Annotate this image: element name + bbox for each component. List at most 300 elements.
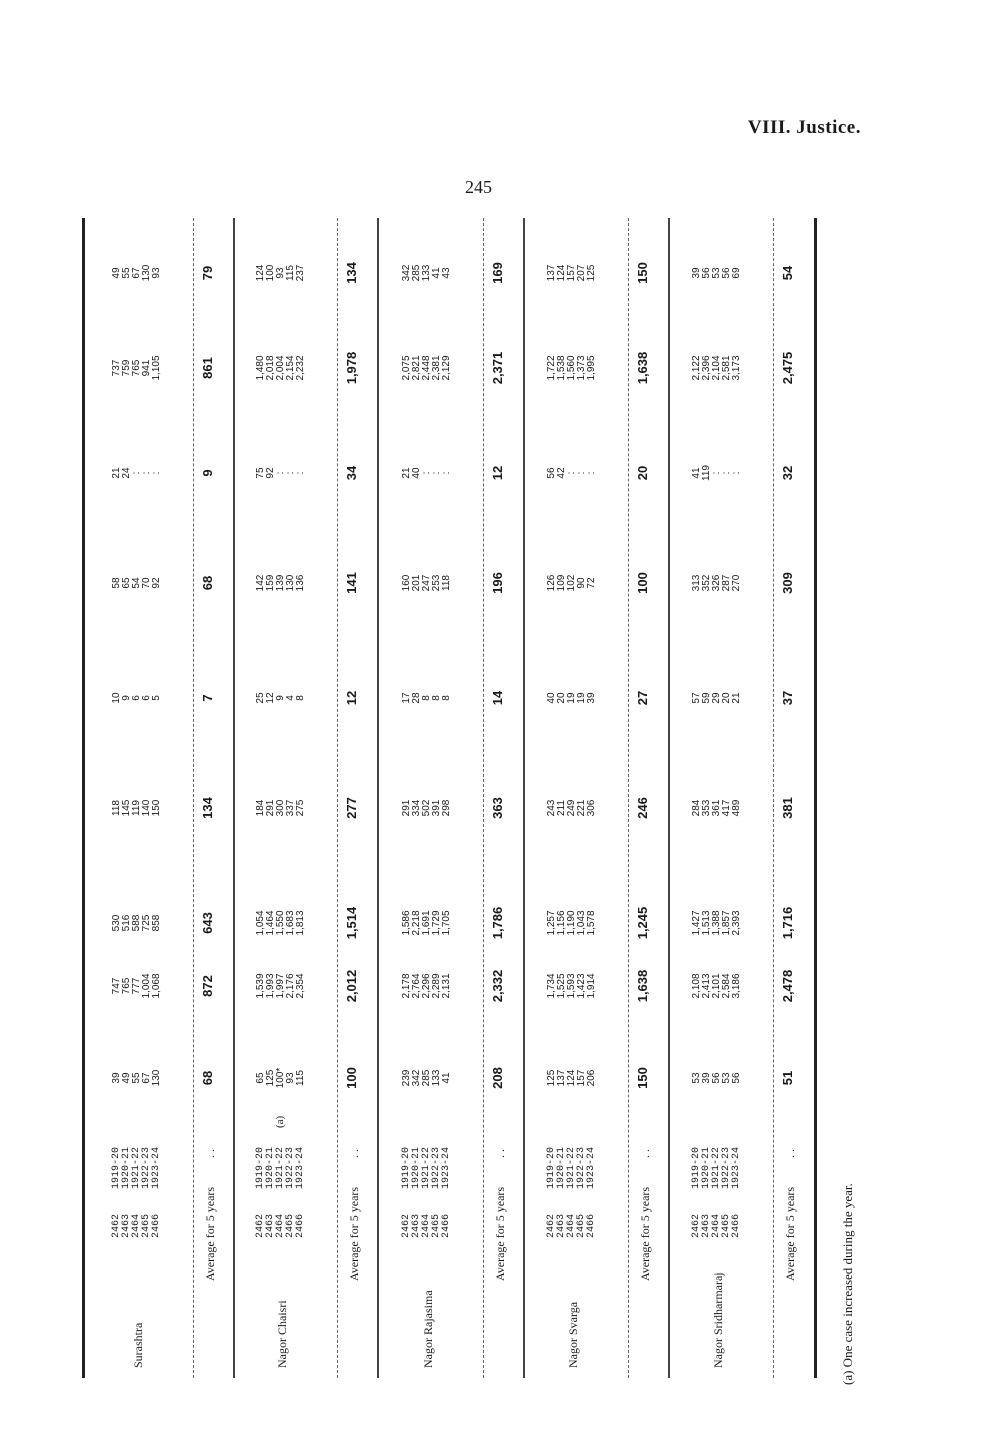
table-cell: 291: [265, 799, 276, 817]
average-label: Average for 5 years: [493, 1186, 507, 1281]
table-cell: 40: [411, 467, 422, 479]
table-cell: 1,914: [586, 973, 597, 999]
data-column: [692, 243, 742, 303]
table-cell: 19: [576, 692, 587, 704]
table-cell: 24: [121, 467, 132, 479]
data-column: [547, 668, 597, 728]
table-cell: :: [586, 471, 597, 475]
table-cell: 56: [731, 1072, 742, 1084]
table-cell: 2463: [701, 1214, 712, 1239]
table-cell: 2,154: [285, 355, 296, 381]
table-cell: 361: [711, 799, 722, 817]
table-cell: 221: [576, 799, 587, 817]
footnote: (a) One case increased during the year.: [840, 1183, 855, 1385]
table-cell: 53: [691, 1072, 702, 1084]
data-column: [692, 553, 742, 613]
table-cell: 54: [131, 577, 142, 589]
table-cell: 130: [285, 574, 296, 592]
table-cell: 1,004: [141, 973, 152, 999]
table-cell: 49: [121, 1072, 132, 1084]
year-column: [692, 1136, 742, 1200]
table-cell: 1920-21: [701, 1147, 712, 1190]
year-column: [402, 1136, 452, 1200]
row-separator: [337, 218, 338, 1378]
table-cell: 20: [556, 692, 567, 704]
data-column: [402, 956, 452, 1016]
table-cell: 125: [546, 1069, 557, 1087]
average-value: 27: [635, 690, 650, 706]
table-cell: 291: [401, 799, 412, 817]
table-cell: 2463: [121, 1214, 132, 1239]
table-cell: 8: [441, 695, 452, 701]
average-value: 12: [344, 690, 359, 706]
average-value: 54: [780, 265, 795, 281]
average-label: Average for 5 years: [203, 1186, 217, 1281]
table-cell: 300: [275, 799, 286, 817]
data-column: [547, 553, 597, 613]
table-cell: 157: [576, 1069, 587, 1087]
table-cell: 20: [721, 692, 732, 704]
table-cell: 2464: [131, 1214, 142, 1239]
table-cell: 1,705: [441, 910, 452, 936]
table-cell: 2,004: [275, 355, 286, 381]
table-cell: :: [711, 471, 722, 475]
table-cell: 1,683: [285, 910, 296, 936]
table-cell: 1920-21: [265, 1147, 276, 1190]
average-value: 196: [490, 572, 505, 594]
table-cell: 1,997: [275, 973, 286, 999]
table-cell: 1920-21: [411, 1147, 422, 1190]
table-cell: :: [295, 471, 306, 475]
table-cell: 2465: [141, 1214, 152, 1239]
table-cell: 92: [265, 467, 276, 479]
table-cell: 2464: [566, 1214, 577, 1239]
table-cell: 56: [711, 1072, 722, 1084]
table-cell: 92: [151, 577, 162, 589]
table-cell: 40: [546, 692, 557, 704]
data-column: [692, 338, 742, 398]
table-cell: 334: [411, 799, 422, 817]
table-cell: 8: [431, 695, 442, 701]
average-value: 2,478: [780, 969, 795, 1003]
table-cell: 588: [131, 914, 142, 932]
table-cell: 72: [586, 577, 597, 589]
table-cell: 2463: [556, 1214, 567, 1239]
data-column: [112, 668, 162, 728]
table-cell: 9: [275, 695, 286, 701]
table-cell: 1,190: [566, 910, 577, 936]
table-cell: 115: [295, 1070, 306, 1086]
average-value: 68: [200, 575, 215, 591]
table-cell: 1,539: [255, 973, 266, 999]
table-cell: 1,054: [255, 910, 266, 936]
average-label: Average for 5 years: [638, 1186, 652, 1281]
table-cell: 1,993: [265, 973, 276, 999]
table-cell: 2,232: [295, 355, 306, 381]
table-cell: 56: [701, 267, 712, 279]
table-cell: :: [441, 471, 452, 475]
table-cell: 1920-21: [556, 1147, 567, 1190]
table-cell: 56: [546, 467, 557, 479]
table-cell: 1922-23: [721, 1147, 732, 1190]
average-value: 134: [200, 797, 215, 819]
table-cell: 1923-24: [151, 1147, 162, 1190]
average-value: 169: [490, 262, 505, 284]
table-cell: 2,381: [431, 355, 442, 381]
table-cell: :: [275, 471, 286, 475]
average-value: 141: [344, 572, 359, 594]
data-column: [112, 778, 162, 838]
table-cell: 157: [566, 264, 577, 282]
data-column: [256, 778, 306, 838]
table-cell: 306: [586, 799, 597, 817]
table-cell: 41: [691, 467, 702, 479]
table-cell: 19: [566, 692, 577, 704]
table-cell: 326: [711, 574, 722, 592]
table-cell: 1920-21: [121, 1147, 132, 1190]
table-cell: 1922-23: [431, 1147, 442, 1190]
table-cell: :: [151, 471, 162, 475]
table-cell: 184: [255, 799, 266, 817]
justice-table: [82, 218, 817, 1378]
average-value: 134: [344, 262, 359, 284]
average-value: 643: [200, 912, 215, 934]
average-value: 861: [200, 357, 215, 379]
table-cell: 6: [141, 695, 152, 701]
table-cell: 142: [255, 574, 266, 592]
table-cell: 8: [421, 695, 432, 701]
table-cell: 1,734: [546, 973, 557, 999]
table-cell: 211: [556, 800, 567, 816]
table-cell: 1,105: [151, 355, 162, 381]
year-column: [547, 1136, 597, 1200]
table-cell: 247: [421, 574, 432, 592]
table-cell: 1,388: [711, 910, 722, 936]
table-cell: 1,538: [556, 355, 567, 381]
table-cell: 1,857: [721, 910, 732, 936]
table-cell: 1921-22: [131, 1147, 142, 1190]
table-cell: 145: [121, 799, 132, 817]
table-cell: 1923-24: [731, 1147, 742, 1190]
table-cell: 125: [586, 264, 597, 282]
table-cell: 2,122: [691, 355, 702, 381]
data-column: [256, 668, 306, 728]
average-value: 150: [635, 1067, 650, 1089]
average-value: 100: [635, 572, 650, 594]
data-column: [402, 778, 452, 838]
data-column: [112, 243, 162, 303]
table-cell: 1,068: [151, 973, 162, 999]
table-cell: 253: [431, 574, 442, 592]
table-cell: 57: [691, 692, 702, 704]
table-cell: 2,176: [285, 973, 296, 999]
table-cell: 1919-20: [401, 1147, 412, 1190]
table-cell: 118: [441, 575, 452, 591]
table-cell: 53: [711, 267, 722, 279]
id-column: [112, 1196, 162, 1256]
data-column: [112, 553, 162, 613]
table-cell: 41: [431, 267, 442, 279]
data-column: [547, 443, 597, 503]
table-cell: 21: [111, 467, 122, 479]
table-cell: 2465: [285, 1214, 296, 1239]
data-column: [112, 1048, 162, 1108]
table-cell: 2,289: [431, 973, 442, 999]
table-cell: 58: [111, 577, 122, 589]
table-cell: 2465: [576, 1214, 587, 1239]
data-column: [402, 668, 452, 728]
table-cell: 75: [255, 467, 266, 479]
table-cell: 125: [265, 1069, 276, 1087]
table-cell: 29: [711, 692, 722, 704]
table-cell: 59: [701, 692, 712, 704]
table-cell: 2462: [111, 1214, 122, 1239]
table-cell: 2,413: [701, 973, 712, 999]
table-cell: 1923-24: [441, 1147, 452, 1190]
average-label: Average for 5 years: [347, 1186, 361, 1281]
table-cell: 1919-20: [691, 1147, 702, 1190]
table-cell: 270: [731, 574, 742, 592]
table-cell: 1,995: [586, 355, 597, 381]
table-cell: 2,448: [421, 355, 432, 381]
table-cell: 2462: [255, 1214, 266, 1239]
table-cell: 737: [111, 359, 122, 377]
table-cell: 1,373: [576, 355, 587, 381]
table-cell: 133: [431, 1069, 442, 1087]
table-cell: 2464: [275, 1214, 286, 1239]
average-dots: . .: [783, 1149, 797, 1158]
table-cell: 1,257: [546, 910, 557, 936]
average-value: 2,012: [344, 969, 359, 1003]
page-number: 245: [465, 177, 492, 197]
average-value: 20: [635, 465, 650, 481]
table-cell: 2,018: [265, 355, 276, 381]
table-cell: 49: [111, 267, 122, 279]
table-cell: 337: [285, 799, 296, 817]
table-cell: 70: [141, 577, 152, 589]
table-cell: 2466: [731, 1214, 742, 1239]
average-value: 9: [200, 469, 215, 477]
table-cell: 100: [265, 264, 276, 282]
table-cell: 21: [731, 692, 742, 704]
table-cell: :: [731, 471, 742, 475]
table-cell: 353: [701, 799, 712, 817]
table-cell: 139: [275, 574, 286, 592]
table-cell: 2,821: [411, 355, 422, 381]
year-column: [256, 1136, 306, 1200]
table-cell: 53: [721, 1072, 732, 1084]
table-cell: 2462: [401, 1214, 412, 1239]
table-cell: 2466: [295, 1214, 306, 1239]
table-cell: 56: [721, 267, 732, 279]
table-cell: 133: [421, 264, 432, 282]
table-cell: 1,691: [421, 910, 432, 936]
table-cell: 118: [111, 800, 122, 816]
table-cell: :: [576, 471, 587, 475]
id-column: [256, 1196, 306, 1256]
table-cell: 65: [121, 577, 132, 589]
table-cell: 275: [295, 799, 306, 817]
table-cell: 1,480: [255, 355, 266, 381]
table-cell: 2464: [711, 1214, 722, 1239]
table-cell: 10: [111, 692, 122, 704]
average-value: 277: [344, 797, 359, 819]
table-cell: 2463: [265, 1214, 276, 1239]
data-column: [256, 956, 306, 1016]
average-value: 1,514: [344, 906, 359, 940]
table-cell: 93: [285, 1072, 296, 1084]
table-cell: 2466: [586, 1214, 597, 1239]
group-block: [525, 218, 670, 1378]
table-cell: 2,581: [721, 355, 732, 381]
table-cell: 1,586: [401, 910, 412, 936]
table-cell: 1,513: [701, 910, 712, 936]
table-cell: :: [421, 471, 432, 475]
table-cell: 725: [141, 914, 152, 932]
data-column: [402, 893, 452, 953]
table-cell: 1919-20: [111, 1147, 122, 1190]
table-cell: 2,396: [701, 355, 712, 381]
average-value: 100: [344, 1067, 359, 1089]
table-cell: 150: [151, 799, 162, 817]
table-cell: 55: [131, 1072, 142, 1084]
table-cell: 313: [691, 574, 702, 592]
table-cell: 3,173: [731, 355, 742, 381]
average-value: 7: [200, 694, 215, 702]
row-separator: [773, 218, 774, 1378]
data-column: [547, 1048, 597, 1108]
average-value: 150: [635, 262, 650, 284]
average-value: 1,638: [635, 351, 650, 385]
table-cell: 65: [255, 1072, 266, 1084]
table-top-rule: [82, 218, 85, 1378]
average-value: 37: [780, 690, 795, 706]
table-cell: 1,156: [556, 910, 567, 936]
footnote-mark: (a): [274, 1115, 286, 1128]
group-name: Nagor Svarga: [565, 1301, 580, 1368]
table-cell: 2,584: [721, 973, 732, 999]
table-cell: :: [721, 471, 732, 475]
section-header: VIII. Justice.: [747, 117, 861, 138]
table-cell: 1,560: [566, 355, 577, 381]
data-column: [112, 443, 162, 503]
table-cell: 109: [556, 574, 567, 592]
table-cell: 41: [441, 1072, 452, 1084]
table-cell: 284: [691, 799, 702, 817]
table-cell: 298: [441, 799, 452, 817]
average-dots: . .: [347, 1149, 361, 1158]
table-cell: 159: [265, 574, 276, 592]
table-cell: 160: [401, 574, 412, 592]
table-cell: 130: [151, 1069, 162, 1087]
table-cell: 1,427: [691, 910, 702, 936]
average-value: 79: [200, 265, 215, 281]
table-cell: 90: [576, 577, 587, 589]
table-cell: 1,464: [265, 910, 276, 936]
table-cell: :: [131, 471, 142, 475]
table-cell: 1922-23: [576, 1147, 587, 1190]
data-column: [112, 338, 162, 398]
data-column: [256, 1048, 306, 1108]
group-block: [380, 218, 525, 1378]
group-separator: [377, 218, 379, 1378]
group-block: [90, 218, 235, 1378]
table-cell: 2,296: [421, 973, 432, 999]
average-value: 14: [490, 690, 505, 706]
table-cell: 2,178: [401, 973, 412, 999]
average-dots: . .: [638, 1149, 652, 1158]
data-column: [402, 243, 452, 303]
row-separator: [193, 218, 194, 1378]
table-cell: 1,729: [431, 910, 442, 936]
id-column: [402, 1196, 452, 1256]
average-value: 1,786: [490, 906, 505, 940]
table-cell: 765: [131, 359, 142, 377]
table-cell: 55: [121, 267, 132, 279]
table-cell: 1,593: [566, 973, 577, 999]
table-cell: 39: [701, 1072, 712, 1084]
table-cell: 17: [401, 692, 412, 704]
table-cell: 2,354: [295, 973, 306, 999]
data-column: [112, 956, 162, 1016]
table-cell: 237: [295, 264, 306, 282]
group-name: Nagor Chaisri: [274, 1300, 289, 1368]
table-cell: 2,131: [441, 973, 452, 999]
table-cell: 100*: [275, 1067, 286, 1089]
table-cell: 285: [411, 264, 422, 282]
table-cell: 140: [141, 799, 152, 817]
table-cell: 243: [546, 799, 557, 817]
table-cell: 2466: [151, 1214, 162, 1239]
table-cell: 2,218: [411, 910, 422, 936]
data-column: [692, 893, 742, 953]
table-cell: 69: [731, 267, 742, 279]
table-cell: 777: [131, 977, 142, 995]
data-column: [256, 338, 306, 398]
table-cell: 137: [556, 1069, 567, 1087]
table-cell: 93: [275, 267, 286, 279]
table-cell: 67: [141, 1072, 152, 1084]
average-value: 363: [490, 797, 505, 819]
data-column: [256, 443, 306, 503]
table-cell: 6: [131, 695, 142, 701]
table-cell: 2,108: [691, 973, 702, 999]
data-column: [402, 338, 452, 398]
data-column: [692, 956, 742, 1016]
table-cell: 12: [265, 692, 276, 704]
table-cell: 489: [731, 799, 742, 817]
table-cell: 1,722: [546, 355, 557, 381]
data-column: [692, 778, 742, 838]
table-cell: 858: [151, 914, 162, 932]
data-column: [256, 893, 306, 953]
average-value: 68: [200, 1070, 215, 1086]
average-dots: . .: [203, 1149, 217, 1158]
group-block: [234, 218, 379, 1378]
average-value: 1,978: [344, 351, 359, 385]
table-cell: 39: [691, 267, 702, 279]
average-value: 872: [200, 975, 215, 997]
row-separator: [628, 218, 629, 1378]
average-value: 51: [780, 1070, 795, 1086]
average-value: 1,245: [635, 906, 650, 940]
table-cell: 136: [295, 574, 306, 592]
table-cell: 1921-22: [711, 1147, 722, 1190]
table-cell: 352: [701, 574, 712, 592]
data-column: [256, 553, 306, 613]
table-cell: 124: [566, 1069, 577, 1087]
average-value: 1,638: [635, 969, 650, 1003]
